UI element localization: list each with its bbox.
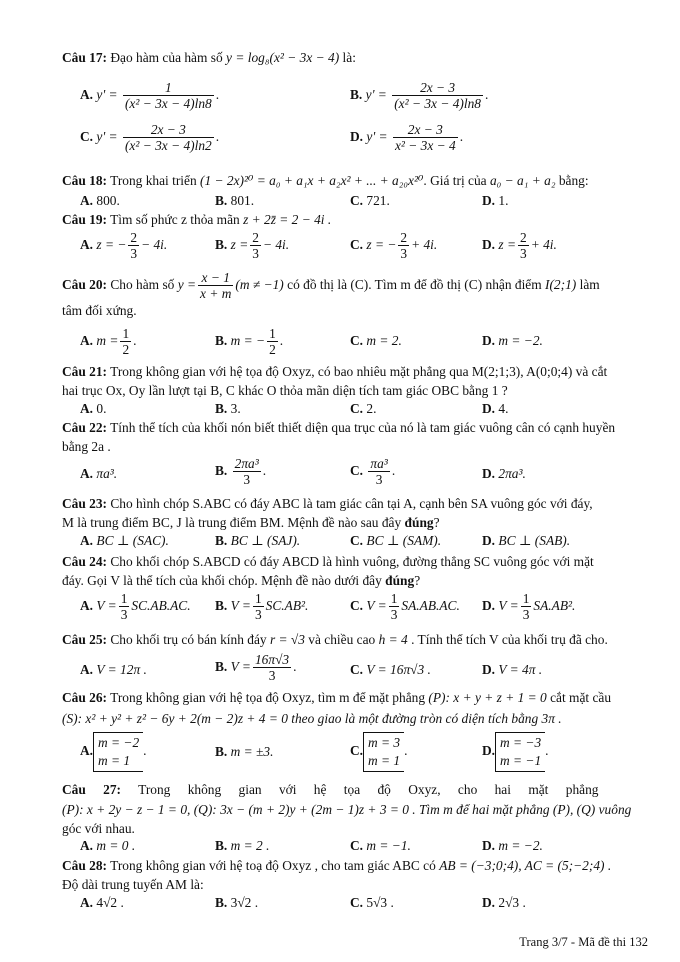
option-23a[interactable] xyxy=(80,533,169,550)
option-letter: A. xyxy=(80,466,94,481)
fraction xyxy=(198,270,233,302)
option-25a[interactable] xyxy=(80,662,147,679)
numerator: πa³ xyxy=(370,456,388,471)
question-line-2: (S): x² + y² + z² − 6y + 2(m − 2)z + 4 = 0 theo giao là một đường tròn có diện tích bằng 3π . xyxy=(62,710,562,726)
option-20c[interactable] xyxy=(350,333,402,350)
option-24b[interactable] xyxy=(215,591,308,623)
option-27b[interactable] xyxy=(215,838,269,855)
option-post: SA.AB.AC. xyxy=(401,597,460,613)
question-18 xyxy=(62,173,647,190)
option-text: BC ⊥ (SAM). xyxy=(366,533,442,548)
denominator: 2 xyxy=(122,342,130,358)
option-letter: D. xyxy=(482,466,496,481)
denominator: 3 xyxy=(522,607,530,623)
question-text-tail: và chiều cao xyxy=(308,632,376,647)
function-post: (m ≠ −1) xyxy=(235,276,284,292)
option-letter: C. xyxy=(350,743,364,759)
option-28a[interactable] xyxy=(80,895,124,912)
option-text: BC ⊥ (SAB). xyxy=(498,533,571,548)
option-letter: D. xyxy=(482,193,496,208)
question-20 xyxy=(62,270,647,320)
option-pre: z = xyxy=(498,236,516,252)
option-pre: m = xyxy=(96,332,119,348)
option-text: BC ⊥ (SAC). xyxy=(96,533,169,548)
option-18a[interactable] xyxy=(80,193,120,210)
denominator: 3 xyxy=(268,668,276,684)
question-line-2: (P): x + 2y − z − 1 = 0, (Q): 3x − (m + 2)y + (2m − 1)z + 3 = 0 . Tìm m để hai mặt phẳng (P), (Q) vuông xyxy=(62,801,632,817)
option-pre: z = − xyxy=(96,236,127,252)
system-line: m = 1 xyxy=(98,753,131,769)
fraction xyxy=(267,326,278,358)
option-19d[interactable] xyxy=(482,230,557,262)
option-letter: D. xyxy=(482,597,496,613)
option-pre: m = − xyxy=(230,332,266,348)
question-27 xyxy=(62,782,647,837)
numerator: 1 xyxy=(123,80,214,96)
option-letter: B. xyxy=(215,838,228,853)
fraction xyxy=(518,230,529,262)
option-letter: A. xyxy=(80,743,94,759)
option-21c[interactable] xyxy=(350,401,376,418)
option-26b[interactable] xyxy=(215,744,273,761)
numerator: 1 xyxy=(522,591,530,606)
option-post: + 4i. xyxy=(530,236,557,252)
fraction xyxy=(119,591,130,623)
question-line-3: góc với nhau. xyxy=(62,820,135,836)
fraction xyxy=(392,80,483,112)
question-text: Cho hàm số xyxy=(110,276,175,292)
question-label: Câu 19: xyxy=(62,212,108,227)
question-math-2: h = 4 xyxy=(378,632,408,647)
option-text: 801. xyxy=(230,193,255,208)
option-post: . xyxy=(293,658,297,674)
option-23d[interactable] xyxy=(482,533,570,550)
question-math: (1 − 2x)²⁰ = a₀ + a₁x + a₂x² + ... + a₂₀x²⁰ xyxy=(200,173,424,188)
option-letter: C. xyxy=(350,597,364,613)
option-text: 721. xyxy=(366,193,390,208)
question-math-2: a₀ − a₁ + a₂ xyxy=(489,173,556,188)
option-pre: V = xyxy=(96,597,117,613)
option-text: 4√2 . xyxy=(96,895,124,910)
question-math: y = log₈(x² − 3x − 4) xyxy=(226,50,340,65)
denominator: (x² − 3x − 4)ln2 xyxy=(124,138,212,154)
option-post: . xyxy=(262,462,267,478)
question-line-2: bằng 2a . xyxy=(62,438,111,454)
question-23 xyxy=(62,496,647,532)
option-19c[interactable] xyxy=(350,230,437,262)
question-label: Câu 25: xyxy=(62,632,108,647)
denominator: 3 xyxy=(400,246,408,262)
emphasis: đúng xyxy=(404,514,434,530)
option-18c[interactable] xyxy=(350,193,390,210)
emphasis: đúng xyxy=(385,572,415,588)
question-text-tail-2: . Tính thể tích V của khối trụ đã cho. xyxy=(411,632,608,647)
system-line: m = −1 xyxy=(500,753,542,769)
option-pre: z = − xyxy=(366,236,397,252)
fraction xyxy=(393,122,458,154)
fraction xyxy=(521,591,532,623)
question-text-tail-2: làm xyxy=(579,276,600,292)
question-text: Tìm số phức z thỏa mãn xyxy=(110,212,240,227)
question-text: Tính thể tích của khối nón biết thiết diện qua trục của nó là tam giác vuông cân có cạnh huyền xyxy=(110,420,616,435)
option-text: 2πa³. xyxy=(498,466,526,481)
question-text-tail: có đồ thị là (C). Tìm m để đồ thị (C) nhận điểm xyxy=(287,276,542,292)
numerator: 1 xyxy=(390,591,398,606)
option-text: V = 4π . xyxy=(498,662,543,677)
option-letter: A. xyxy=(80,895,94,910)
option-22c[interactable] xyxy=(350,456,395,488)
option-28c[interactable] xyxy=(350,895,394,912)
option-letter: B. xyxy=(215,193,228,208)
question-28 xyxy=(62,858,647,894)
option-20d[interactable] xyxy=(482,333,543,350)
option-post: . xyxy=(545,743,549,759)
question-text: Cho hình chóp S.ABC có đáy ABC là tam giác cân tại A, cạnh bên SA vuông góc với đáy, xyxy=(110,496,593,511)
option-pre: V = xyxy=(230,658,251,674)
option-text: m = −2. xyxy=(498,333,543,348)
option-25d[interactable] xyxy=(482,662,542,679)
option-text: 3. xyxy=(230,401,241,416)
option-letter: B. xyxy=(350,86,363,102)
option-text: m = −1. xyxy=(366,838,411,853)
question-math: (P): x + y + z + 1 = 0 xyxy=(428,690,547,705)
question-math-2: I(2;1) xyxy=(545,276,577,292)
option-letter: B. xyxy=(215,658,228,674)
question-text: Trong không gian với hệ toạ độ Oxyz , cho tam giác ABC có xyxy=(110,858,436,873)
question-math: r = √3 xyxy=(269,632,305,647)
numerator: x − 1 xyxy=(198,270,233,286)
option-pre: V = xyxy=(498,597,519,613)
option-28b[interactable] xyxy=(215,895,258,912)
question-24 xyxy=(62,554,647,590)
numerator: 2x − 3 xyxy=(123,122,214,138)
option-19a[interactable] xyxy=(80,230,167,262)
denominator: 3 xyxy=(130,246,138,262)
option-28d[interactable] xyxy=(482,895,526,912)
denominator: 3 xyxy=(252,246,259,262)
system-line: m = −3 xyxy=(500,735,542,750)
option-text: m = 2. xyxy=(366,333,402,348)
option-24c[interactable] xyxy=(350,591,460,623)
option-post: . xyxy=(391,462,396,478)
option-letter: B. xyxy=(215,533,228,548)
option-27c[interactable] xyxy=(350,838,411,855)
numerator: 2 xyxy=(130,230,138,245)
option-text: m = ±3. xyxy=(230,744,274,759)
question-text: Cho khối trụ có bán kính đáy xyxy=(110,632,267,647)
option-19b[interactable] xyxy=(215,230,289,262)
option-letter: B. xyxy=(215,332,228,348)
fraction xyxy=(123,80,214,112)
option-text: BC ⊥ (SAJ). xyxy=(230,533,301,548)
numerator: 16π√3 xyxy=(254,652,290,667)
question-text: Trong không gian với hệ tọa độ Oxyz, có bao nhiêu mặt phẳng qua M(2;1;3), A(0;0;4) và cắt xyxy=(110,364,608,379)
option-letter: C. xyxy=(350,236,364,252)
question-line-2: M là trung điểm BC, J là trung điểm BM. Mệnh đề nào sau đây xyxy=(62,514,402,530)
question-label: Câu 20: xyxy=(62,276,108,292)
fraction xyxy=(398,230,409,262)
numerator: 2πa³ xyxy=(234,456,259,471)
option-letter: B. xyxy=(215,401,228,416)
system-line: m = −2 xyxy=(98,735,140,750)
option-pre: V = xyxy=(366,597,387,613)
option-post: . xyxy=(279,332,284,348)
numerator: 1 xyxy=(120,591,128,606)
question-text-tail-2: bằng: xyxy=(558,173,589,188)
option-letter: C. xyxy=(350,333,364,348)
option-23b[interactable] xyxy=(215,533,300,550)
option-text: 2√3 . xyxy=(498,895,526,910)
option-letter: C. xyxy=(350,895,364,910)
option-text: 3√2 . xyxy=(230,895,259,910)
option-text: πa³. xyxy=(96,466,118,481)
option-letter: D. xyxy=(482,743,496,759)
system-line: m = 3 xyxy=(368,735,401,750)
option-letter: D. xyxy=(482,401,496,416)
option-22d[interactable] xyxy=(482,466,526,483)
question-end: ? xyxy=(414,572,421,588)
option-text: 1. xyxy=(498,193,509,208)
option-26d[interactable] xyxy=(482,732,549,772)
denominator: 3 xyxy=(243,472,251,488)
denominator: 3 xyxy=(520,246,527,262)
question-line-2: tâm đối xứng. xyxy=(62,302,137,318)
option-letter: C. xyxy=(350,401,364,416)
question-line-2: hai trục Ox, Oy lần lượt tại B, C khác O thỏa mãn diện tích tam giác OBC bằng 1 ? xyxy=(62,382,508,398)
question-21 xyxy=(62,364,647,400)
option-post: . xyxy=(404,743,408,759)
fraction xyxy=(120,326,131,358)
option-post: − 4i. xyxy=(141,236,168,252)
system-bracket xyxy=(93,732,143,772)
option-letter: C. xyxy=(350,838,364,853)
option-text: 4. xyxy=(498,401,509,416)
question-math: AB = (−3;0;4), AC = (5;−2;4) . xyxy=(439,858,612,873)
option-27d[interactable] xyxy=(482,838,543,855)
question-label: Câu 22: xyxy=(62,420,108,435)
option-26c[interactable] xyxy=(350,732,408,772)
option-text: 0. xyxy=(96,401,107,416)
option-text: V = 16π√3 . xyxy=(366,662,431,677)
denominator: (x² − 3x − 4)ln8 xyxy=(394,96,481,112)
option-text: m = 0 . xyxy=(96,838,136,853)
option-21b[interactable] xyxy=(215,401,241,418)
option-18b[interactable] xyxy=(215,193,254,210)
question-label: Câu 24: xyxy=(62,554,108,569)
option-letter: B. xyxy=(215,236,228,252)
question-17 xyxy=(62,50,647,67)
option-letter: A. xyxy=(80,597,94,613)
option-letter: D. xyxy=(482,662,496,677)
question-26 xyxy=(62,690,647,728)
option-20a[interactable] xyxy=(80,326,137,358)
option-letter: D. xyxy=(482,895,496,910)
option-17c[interactable]: C. y' = $\frac{2x - 3}{\text{(x² − 3x − 4)ln2}}$ . xyxy=(80,122,220,154)
question-label: Câu 28: xyxy=(62,858,108,873)
option-18d[interactable] xyxy=(482,193,508,210)
fraction xyxy=(368,456,389,488)
denominator: x + m xyxy=(200,286,232,302)
option-text: m = −2. xyxy=(498,838,543,853)
question-label: Câu 23: xyxy=(62,496,108,511)
question-text-tail: cắt mặt cầu xyxy=(550,690,612,705)
option-letter: C. xyxy=(350,193,364,208)
option-post: . xyxy=(133,332,137,348)
question-text: Trong không gian với hệ tọa độ Oxyz, cho hai mặt phẳng xyxy=(138,782,599,797)
numerator: 2 xyxy=(520,230,527,245)
question-text: Trong khai triển xyxy=(110,173,197,188)
option-post: − 4i. xyxy=(262,236,290,252)
option-letter: B. xyxy=(215,597,228,613)
option-23c[interactable] xyxy=(350,533,441,550)
option-pre: z = xyxy=(230,236,249,252)
system-bracket xyxy=(495,732,545,772)
option-post: + 4i. xyxy=(411,236,438,252)
denominator: 2 xyxy=(269,342,276,358)
denominator: 3 xyxy=(254,607,262,623)
question-label: Câu 26: xyxy=(62,690,108,705)
option-24d[interactable] xyxy=(482,591,575,623)
option-letter: D. xyxy=(350,128,364,144)
question-text-tail: là: xyxy=(342,50,356,65)
option-post: SC.AB.AC. xyxy=(131,597,191,613)
question-label: Câu 17: xyxy=(62,50,108,65)
option-22b[interactable] xyxy=(215,456,266,488)
numerator: 2 xyxy=(252,230,259,245)
question-label: Câu 18: xyxy=(62,173,108,188)
numerator: 1 xyxy=(122,326,130,341)
option-letter: A. xyxy=(80,236,94,252)
option-text: 800. xyxy=(96,193,120,208)
numerator: 2x − 3 xyxy=(393,122,458,138)
option-25b[interactable] xyxy=(215,652,296,684)
option-17a[interactable]: A. y' = $\frac{1}{\text{(x² − 3x − 4)ln8}}$ . xyxy=(80,80,220,112)
denominator: (x² − 3x − 4)ln8 xyxy=(124,96,212,112)
option-letter: D. xyxy=(482,236,496,252)
option-letter: C. xyxy=(350,462,364,478)
fraction xyxy=(250,230,261,262)
option-text: 5√3 . xyxy=(366,895,394,910)
option-letter: C. xyxy=(80,128,94,144)
system-line: m = 1 xyxy=(368,753,401,769)
option-letter: A. xyxy=(80,533,94,548)
question-line-2: đáy. Gọi V là thể tích của khối chóp. Mệnh đề nào dưới đây xyxy=(62,572,382,588)
option-letter: C. xyxy=(350,662,364,677)
numerator: 1 xyxy=(254,591,262,606)
option-text: V = 12π . xyxy=(96,662,147,677)
numerator: 2x − 3 xyxy=(392,80,483,96)
option-letter: A. xyxy=(80,86,94,102)
option-25c[interactable] xyxy=(350,662,431,679)
fraction xyxy=(253,591,264,623)
option-26a[interactable] xyxy=(80,732,147,772)
fraction xyxy=(233,456,261,488)
option-letter: B. xyxy=(215,895,228,910)
numerator: 1 xyxy=(269,326,276,341)
question-math: z + 2z̄ = 2 − 4i . xyxy=(243,212,332,227)
fraction xyxy=(389,591,400,623)
numerator: 2 xyxy=(400,230,408,245)
question-text: Đạo hàm của hàm số xyxy=(110,50,223,65)
question-text-tail: . Giá trị của xyxy=(423,173,487,188)
option-letter: D. xyxy=(482,533,496,548)
option-post: . xyxy=(143,743,147,759)
option-17d[interactable]: D. y' = $\frac{2x - 3}{\text{x² − 3x − 4}}$ . xyxy=(350,122,464,154)
system-bracket xyxy=(363,732,404,772)
denominator: x² − 3x − 4 xyxy=(394,138,456,154)
option-text: m = 2 . xyxy=(230,838,270,853)
option-22a[interactable] xyxy=(80,466,117,483)
fraction xyxy=(128,230,139,262)
denominator: 3 xyxy=(120,607,128,623)
question-text: Cho khối chóp S.ABCD có đáy ABCD là hình vuông, đường thẳng SC vuông góc với mặt xyxy=(110,554,594,569)
option-letter: A. xyxy=(80,401,94,416)
option-letter: C. xyxy=(350,533,364,548)
option-27a[interactable] xyxy=(80,838,135,855)
option-pre: V = xyxy=(230,597,251,613)
option-letter: D. xyxy=(482,838,496,853)
question-19 xyxy=(62,212,647,229)
option-letter: B. xyxy=(215,462,228,478)
question-text: Trong không gian với hệ tọa độ Oxyz, tìm m để mặt phẳng xyxy=(110,690,426,705)
question-25 xyxy=(62,632,647,649)
option-post: SC.AB². xyxy=(265,597,309,613)
option-letter: B. xyxy=(215,744,228,759)
option-letter: A. xyxy=(80,332,94,348)
option-letter: D. xyxy=(482,333,496,348)
question-end: ? xyxy=(433,514,440,530)
question-22 xyxy=(62,420,647,456)
option-17b[interactable]: B. y' = $\frac{2x - 3}{\text{(x² − 3x − 4)ln8}}$ . xyxy=(350,80,489,112)
fraction xyxy=(123,122,214,154)
option-24a[interactable] xyxy=(80,591,191,623)
option-21a[interactable] xyxy=(80,401,106,418)
denominator: 3 xyxy=(375,472,383,488)
page-footer: Trang 3/7 - Mã đề thi 132 xyxy=(519,935,648,949)
option-letter: A. xyxy=(80,662,94,677)
denominator: 3 xyxy=(390,607,398,623)
option-letter: A. xyxy=(80,838,94,853)
option-20b[interactable] xyxy=(215,326,283,358)
option-text: 2. xyxy=(366,401,377,416)
question-label: Câu 27: xyxy=(62,782,122,797)
option-21d[interactable] xyxy=(482,401,508,418)
option-post: SA.AB². xyxy=(533,597,576,613)
function-pre: y = xyxy=(177,276,197,292)
question-label: Câu 21: xyxy=(62,364,108,379)
question-line-2: Độ dài trung tuyến AM là: xyxy=(62,876,204,892)
option-letter: A. xyxy=(80,193,94,208)
fraction xyxy=(253,652,291,684)
